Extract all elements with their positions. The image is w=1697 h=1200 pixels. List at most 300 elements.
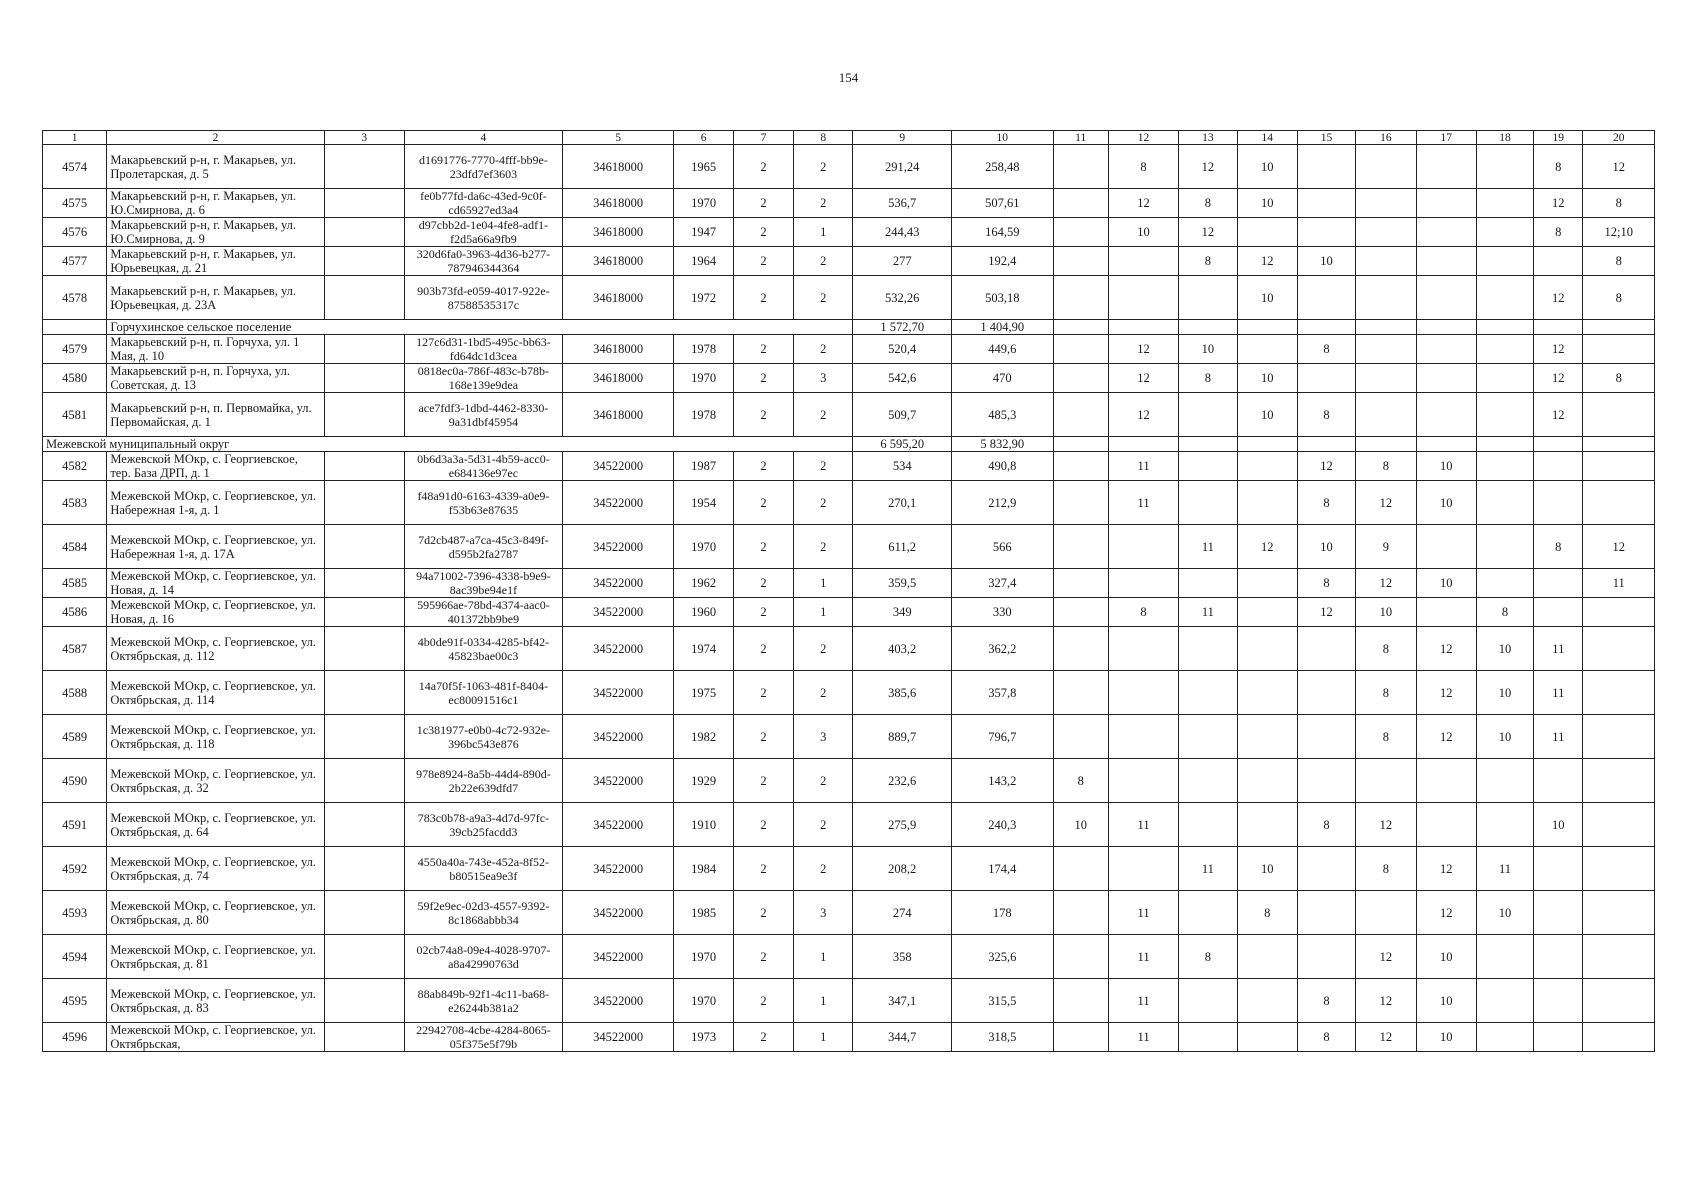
col-18: 10 <box>1476 715 1533 759</box>
col-14: 12 <box>1237 525 1297 569</box>
address: Макарьевский р-н, п. Первомайка, ул. Первомайская, д. 1 <box>107 393 324 437</box>
living-area: 327,4 <box>952 569 1054 598</box>
column-number: 11 <box>1053 131 1108 145</box>
col-19: 12 <box>1534 335 1583 364</box>
col-19: 8 <box>1534 218 1583 247</box>
oktmo-code: 34618000 <box>562 247 674 276</box>
col-11 <box>1053 452 1108 481</box>
address: Макарьевский р-н, г. Макарьев, ул. Ю.Смирнова, д. 6 <box>107 189 324 218</box>
col-16 <box>1356 393 1416 437</box>
house-guid: 903b73fd-e059-4017-922e-87588535317c <box>404 276 562 320</box>
living-area: 5 832,90 <box>952 437 1054 452</box>
col-14 <box>1237 803 1297 847</box>
col-15: 8 <box>1297 569 1355 598</box>
entrances: 2 <box>794 525 853 569</box>
floors: 2 <box>733 847 793 891</box>
col-14: 8 <box>1237 891 1297 935</box>
col-14 <box>1237 598 1297 627</box>
col-15 <box>1297 364 1355 393</box>
col-12: 8 <box>1108 145 1178 189</box>
total-area: 385,6 <box>853 671 952 715</box>
col-13: 11 <box>1179 598 1237 627</box>
address: Межевской МОкр, с. Георгиевское, ул. Новая, д. 14 <box>107 569 324 598</box>
col-13: 11 <box>1179 847 1237 891</box>
build-year: 1964 <box>674 247 733 276</box>
col-20 <box>1583 803 1655 847</box>
col-18 <box>1476 393 1533 437</box>
row-number: 4581 <box>43 393 107 437</box>
row-number: 4578 <box>43 276 107 320</box>
col-13: 12 <box>1179 145 1237 189</box>
build-year: 1982 <box>674 715 733 759</box>
address: Макарьевский р-н, п. Горчуха, ул. Советская, д. 13 <box>107 364 324 393</box>
col-13 <box>1179 481 1237 525</box>
col-13 <box>1179 320 1237 335</box>
col-3 <box>324 393 404 437</box>
row-number: 4586 <box>43 598 107 627</box>
build-year: 1984 <box>674 847 733 891</box>
table-row <box>43 247 1655 276</box>
table-row <box>43 891 1655 935</box>
col-14: 10 <box>1237 276 1297 320</box>
address: Межевской МОкр, с. Георгиевское, тер. База ДРП, д. 1 <box>107 452 324 481</box>
column-number: 17 <box>1416 131 1476 145</box>
col-16: 12 <box>1356 979 1416 1023</box>
col-3 <box>324 189 404 218</box>
col-15: 8 <box>1297 803 1355 847</box>
column-number: 15 <box>1297 131 1355 145</box>
entrances: 1 <box>794 979 853 1023</box>
col-17: 10 <box>1416 452 1476 481</box>
column-number: 6 <box>674 131 733 145</box>
col-13: 10 <box>1179 335 1237 364</box>
col-12 <box>1108 276 1178 320</box>
col-15: 8 <box>1297 979 1355 1023</box>
col-12: 8 <box>1108 598 1178 627</box>
col-16 <box>1356 891 1416 935</box>
col-3 <box>324 569 404 598</box>
address: Межевской МОкр, с. Георгиевское, ул. Октябрьская, д. 80 <box>107 891 324 935</box>
address: Макарьевский р-н, г. Макарьев, ул. Юрьевецкая, д. 23А <box>107 276 324 320</box>
col-19: 8 <box>1534 525 1583 569</box>
floors: 2 <box>733 891 793 935</box>
col-12 <box>1108 671 1178 715</box>
subtotal-label: Горчухинское сельское поселение <box>107 320 853 335</box>
col-18 <box>1476 759 1533 803</box>
column-number: 2 <box>107 131 324 145</box>
col-15 <box>1297 671 1355 715</box>
col-17: 12 <box>1416 671 1476 715</box>
col-14: 10 <box>1237 847 1297 891</box>
col-12: 11 <box>1108 935 1178 979</box>
col-11: 8 <box>1053 759 1108 803</box>
total-area: 534 <box>853 452 952 481</box>
table-row <box>43 569 1655 598</box>
col-16: 12 <box>1356 481 1416 525</box>
address: Межевской МОкр, с. Георгиевское, ул. Октябрьская, д. 112 <box>107 627 324 671</box>
col-17 <box>1416 803 1476 847</box>
col-12: 11 <box>1108 979 1178 1023</box>
col-18 <box>1476 569 1533 598</box>
entrances: 3 <box>794 891 853 935</box>
col-15: 8 <box>1297 1023 1355 1052</box>
col-14: 10 <box>1237 145 1297 189</box>
col-15: 12 <box>1297 598 1355 627</box>
col-14 <box>1237 671 1297 715</box>
house-guid: ace7fdf3-1dbd-4462-8330-9a31dbf45954 <box>404 393 562 437</box>
col-14 <box>1237 335 1297 364</box>
col-15 <box>1297 935 1355 979</box>
total-area: 208,2 <box>853 847 952 891</box>
col-20 <box>1583 671 1655 715</box>
entrances: 2 <box>794 247 853 276</box>
col-15 <box>1297 715 1355 759</box>
col-13 <box>1179 671 1237 715</box>
living-area: 192,4 <box>952 247 1054 276</box>
entrances: 2 <box>794 481 853 525</box>
column-number: 5 <box>562 131 674 145</box>
house-guid: 94a71002-7396-4338-b9e9-8ac39be94e1f <box>404 569 562 598</box>
total-area: 520,4 <box>853 335 952 364</box>
table-row <box>43 671 1655 715</box>
col-14 <box>1237 569 1297 598</box>
build-year: 1985 <box>674 891 733 935</box>
entrances: 1 <box>794 569 853 598</box>
col-13 <box>1179 759 1237 803</box>
col-20 <box>1583 320 1655 335</box>
col-17: 12 <box>1416 715 1476 759</box>
col-15: 8 <box>1297 393 1355 437</box>
col-15: 8 <box>1297 481 1355 525</box>
col-12 <box>1108 569 1178 598</box>
col-20 <box>1583 627 1655 671</box>
oktmo-code: 34522000 <box>562 759 674 803</box>
oktmo-code: 34522000 <box>562 671 674 715</box>
table-row <box>43 1023 1655 1052</box>
oktmo-code: 34522000 <box>562 715 674 759</box>
floors: 2 <box>733 189 793 218</box>
build-year: 1970 <box>674 979 733 1023</box>
col-20: 8 <box>1583 276 1655 320</box>
col-11 <box>1053 218 1108 247</box>
oktmo-code: 34618000 <box>562 218 674 247</box>
col-19 <box>1534 247 1583 276</box>
house-guid: 783c0b78-a9a3-4d7d-97fc-39cb25facdd3 <box>404 803 562 847</box>
col-11 <box>1053 481 1108 525</box>
col-17: 10 <box>1416 935 1476 979</box>
col-17 <box>1416 525 1476 569</box>
col-3 <box>324 218 404 247</box>
col-20 <box>1583 979 1655 1023</box>
col-17 <box>1416 393 1476 437</box>
col-18 <box>1476 437 1533 452</box>
row-number: 4595 <box>43 979 107 1023</box>
col-17: 12 <box>1416 847 1476 891</box>
col-17 <box>1416 218 1476 247</box>
row-number: 4574 <box>43 145 107 189</box>
oktmo-code: 34522000 <box>562 935 674 979</box>
col-3 <box>324 335 404 364</box>
floors: 2 <box>733 276 793 320</box>
col-13: 8 <box>1179 189 1237 218</box>
col-17 <box>1416 189 1476 218</box>
total-area: 1 572,70 <box>853 320 952 335</box>
col-3 <box>324 247 404 276</box>
col-19 <box>1534 569 1583 598</box>
row-number: 4596 <box>43 1023 107 1052</box>
col-19 <box>1534 598 1583 627</box>
living-area: 318,5 <box>952 1023 1054 1052</box>
col-11 <box>1053 335 1108 364</box>
col-20 <box>1583 847 1655 891</box>
col-15 <box>1297 759 1355 803</box>
floors: 2 <box>733 935 793 979</box>
total-area: 349 <box>853 598 952 627</box>
col-16 <box>1356 759 1416 803</box>
col-3 <box>324 891 404 935</box>
col-11 <box>1053 320 1108 335</box>
floors: 2 <box>733 218 793 247</box>
col-18 <box>1476 189 1533 218</box>
col-17 <box>1416 759 1476 803</box>
build-year: 1974 <box>674 627 733 671</box>
col-12: 11 <box>1108 803 1178 847</box>
col-13: 12 <box>1179 218 1237 247</box>
oktmo-code: 34618000 <box>562 335 674 364</box>
col-14 <box>1237 759 1297 803</box>
col-11 <box>1053 847 1108 891</box>
entrances: 2 <box>794 759 853 803</box>
col-14 <box>1237 320 1297 335</box>
floors: 2 <box>733 715 793 759</box>
living-area: 470 <box>952 364 1054 393</box>
col-11 <box>1053 393 1108 437</box>
subtotal-row <box>43 437 1655 452</box>
col-16: 8 <box>1356 627 1416 671</box>
table-row <box>43 452 1655 481</box>
col-17 <box>1416 364 1476 393</box>
row-number: 4575 <box>43 189 107 218</box>
column-number: 19 <box>1534 131 1583 145</box>
col-18 <box>1476 803 1533 847</box>
col-19 <box>1534 847 1583 891</box>
entrances: 1 <box>794 935 853 979</box>
entrances: 2 <box>794 627 853 671</box>
col-15 <box>1297 320 1355 335</box>
col-17: 10 <box>1416 1023 1476 1052</box>
entrances: 2 <box>794 393 853 437</box>
floors: 2 <box>733 627 793 671</box>
build-year: 1962 <box>674 569 733 598</box>
col-18 <box>1476 335 1533 364</box>
oktmo-code: 34522000 <box>562 569 674 598</box>
floors: 2 <box>733 803 793 847</box>
column-number: 14 <box>1237 131 1297 145</box>
build-year: 1972 <box>674 276 733 320</box>
col-18 <box>1476 145 1533 189</box>
address: Межевской МОкр, с. Георгиевское, ул. Октябрьская, <box>107 1023 324 1052</box>
col-16 <box>1356 437 1416 452</box>
col-18 <box>1476 247 1533 276</box>
col-17: 10 <box>1416 481 1476 525</box>
col-16 <box>1356 189 1416 218</box>
total-area: 403,2 <box>853 627 952 671</box>
build-year: 1954 <box>674 481 733 525</box>
col-12: 11 <box>1108 891 1178 935</box>
entrances: 3 <box>794 715 853 759</box>
entrances: 3 <box>794 364 853 393</box>
col-14: 10 <box>1237 393 1297 437</box>
row-number: 4576 <box>43 218 107 247</box>
entrances: 1 <box>794 218 853 247</box>
col-20 <box>1583 759 1655 803</box>
house-guid: f48a91d0-6163-4339-a0e9-f53b63e87635 <box>404 481 562 525</box>
col-15 <box>1297 189 1355 218</box>
col-20: 11 <box>1583 569 1655 598</box>
build-year: 1965 <box>674 145 733 189</box>
house-guid: 59f2e9ec-02d3-4557-9392-8c1868abbb34 <box>404 891 562 935</box>
col-18 <box>1476 452 1533 481</box>
subtotal-label: Межевской муниципальный округ <box>43 437 853 452</box>
col-12 <box>1108 437 1178 452</box>
col-18 <box>1476 1023 1533 1052</box>
col-17 <box>1416 247 1476 276</box>
col-15 <box>1297 437 1355 452</box>
house-guid: 595966ae-78bd-4374-aac0-401372bb9be9 <box>404 598 562 627</box>
col-20: 8 <box>1583 189 1655 218</box>
col-3 <box>324 759 404 803</box>
living-area: 212,9 <box>952 481 1054 525</box>
col-17: 12 <box>1416 627 1476 671</box>
col-12: 10 <box>1108 218 1178 247</box>
total-area: 542,6 <box>853 364 952 393</box>
col-18: 8 <box>1476 598 1533 627</box>
col-20 <box>1583 935 1655 979</box>
living-area: 325,6 <box>952 935 1054 979</box>
address: Межевской МОкр, с. Георгиевское, ул. Новая, д. 16 <box>107 598 324 627</box>
oktmo-code: 34618000 <box>562 145 674 189</box>
col-16: 12 <box>1356 803 1416 847</box>
address: Макарьевский р-н, г. Макарьев, ул. Юрьевецкая, д. 21 <box>107 247 324 276</box>
house-guid: 1c381977-e0b0-4c72-932e-396bc543e876 <box>404 715 562 759</box>
col-11 <box>1053 891 1108 935</box>
build-year: 1960 <box>674 598 733 627</box>
col-14 <box>1237 627 1297 671</box>
col-19: 12 <box>1534 189 1583 218</box>
total-area: 6 595,20 <box>853 437 952 452</box>
col-14 <box>1237 715 1297 759</box>
col-16 <box>1356 364 1416 393</box>
col-12 <box>1108 715 1178 759</box>
col-11: 10 <box>1053 803 1108 847</box>
col-3 <box>324 145 404 189</box>
col-19 <box>1534 759 1583 803</box>
col-11 <box>1053 437 1108 452</box>
col-3 <box>324 935 404 979</box>
floors: 2 <box>733 452 793 481</box>
column-number: 4 <box>404 131 562 145</box>
col-13 <box>1179 437 1237 452</box>
col-18: 10 <box>1476 671 1533 715</box>
col-13 <box>1179 891 1237 935</box>
table-row <box>43 276 1655 320</box>
col-14: 12 <box>1237 247 1297 276</box>
total-area: 277 <box>853 247 952 276</box>
col-19 <box>1534 979 1583 1023</box>
living-area: 503,18 <box>952 276 1054 320</box>
col-18: 10 <box>1476 891 1533 935</box>
col-14: 10 <box>1237 364 1297 393</box>
col-3 <box>324 525 404 569</box>
column-number: 13 <box>1179 131 1237 145</box>
row-number: 4585 <box>43 569 107 598</box>
living-area: 258,48 <box>952 145 1054 189</box>
total-area: 274 <box>853 891 952 935</box>
col-14 <box>1237 437 1297 452</box>
column-number: 20 <box>1583 131 1655 145</box>
living-area: 796,7 <box>952 715 1054 759</box>
col-17: 10 <box>1416 569 1476 598</box>
row-number: 4592 <box>43 847 107 891</box>
living-area: 507,61 <box>952 189 1054 218</box>
house-guid: 88ab849b-92f1-4c11-ba68-e26244b381a2 <box>404 979 562 1023</box>
col-18 <box>1476 276 1533 320</box>
table-row <box>43 364 1655 393</box>
living-area: 1 404,90 <box>952 320 1054 335</box>
col-20 <box>1583 715 1655 759</box>
col-16: 8 <box>1356 847 1416 891</box>
row-number <box>43 320 107 335</box>
house-guid: 22942708-4cbe-4284-8065-05f375e5f79b <box>404 1023 562 1052</box>
col-15 <box>1297 218 1355 247</box>
entrances: 2 <box>794 671 853 715</box>
col-11 <box>1053 569 1108 598</box>
col-15: 12 <box>1297 452 1355 481</box>
total-area: 536,7 <box>853 189 952 218</box>
col-18 <box>1476 979 1533 1023</box>
house-guid: 02cb74a8-09e4-4028-9707-a8a42990763d <box>404 935 562 979</box>
col-19: 10 <box>1534 803 1583 847</box>
table-row <box>43 715 1655 759</box>
col-19: 11 <box>1534 715 1583 759</box>
col-16: 9 <box>1356 525 1416 569</box>
oktmo-code: 34522000 <box>562 891 674 935</box>
col-12: 11 <box>1108 481 1178 525</box>
col-12: 11 <box>1108 1023 1178 1052</box>
oktmo-code: 34522000 <box>562 452 674 481</box>
col-18: 11 <box>1476 847 1533 891</box>
col-14 <box>1237 979 1297 1023</box>
col-18 <box>1476 935 1533 979</box>
col-11 <box>1053 715 1108 759</box>
col-3 <box>324 452 404 481</box>
total-area: 291,24 <box>853 145 952 189</box>
col-19: 12 <box>1534 364 1583 393</box>
col-3 <box>324 803 404 847</box>
living-area: 449,6 <box>952 335 1054 364</box>
living-area: 174,4 <box>952 847 1054 891</box>
living-area: 143,2 <box>952 759 1054 803</box>
col-11 <box>1053 627 1108 671</box>
col-12 <box>1108 847 1178 891</box>
col-11 <box>1053 364 1108 393</box>
address: Межевской МОкр, с. Георгиевское, ул. Октябрьская, д. 64 <box>107 803 324 847</box>
column-number: 3 <box>324 131 404 145</box>
table-row <box>43 803 1655 847</box>
col-20 <box>1583 437 1655 452</box>
entrances: 1 <box>794 598 853 627</box>
entrances: 2 <box>794 145 853 189</box>
